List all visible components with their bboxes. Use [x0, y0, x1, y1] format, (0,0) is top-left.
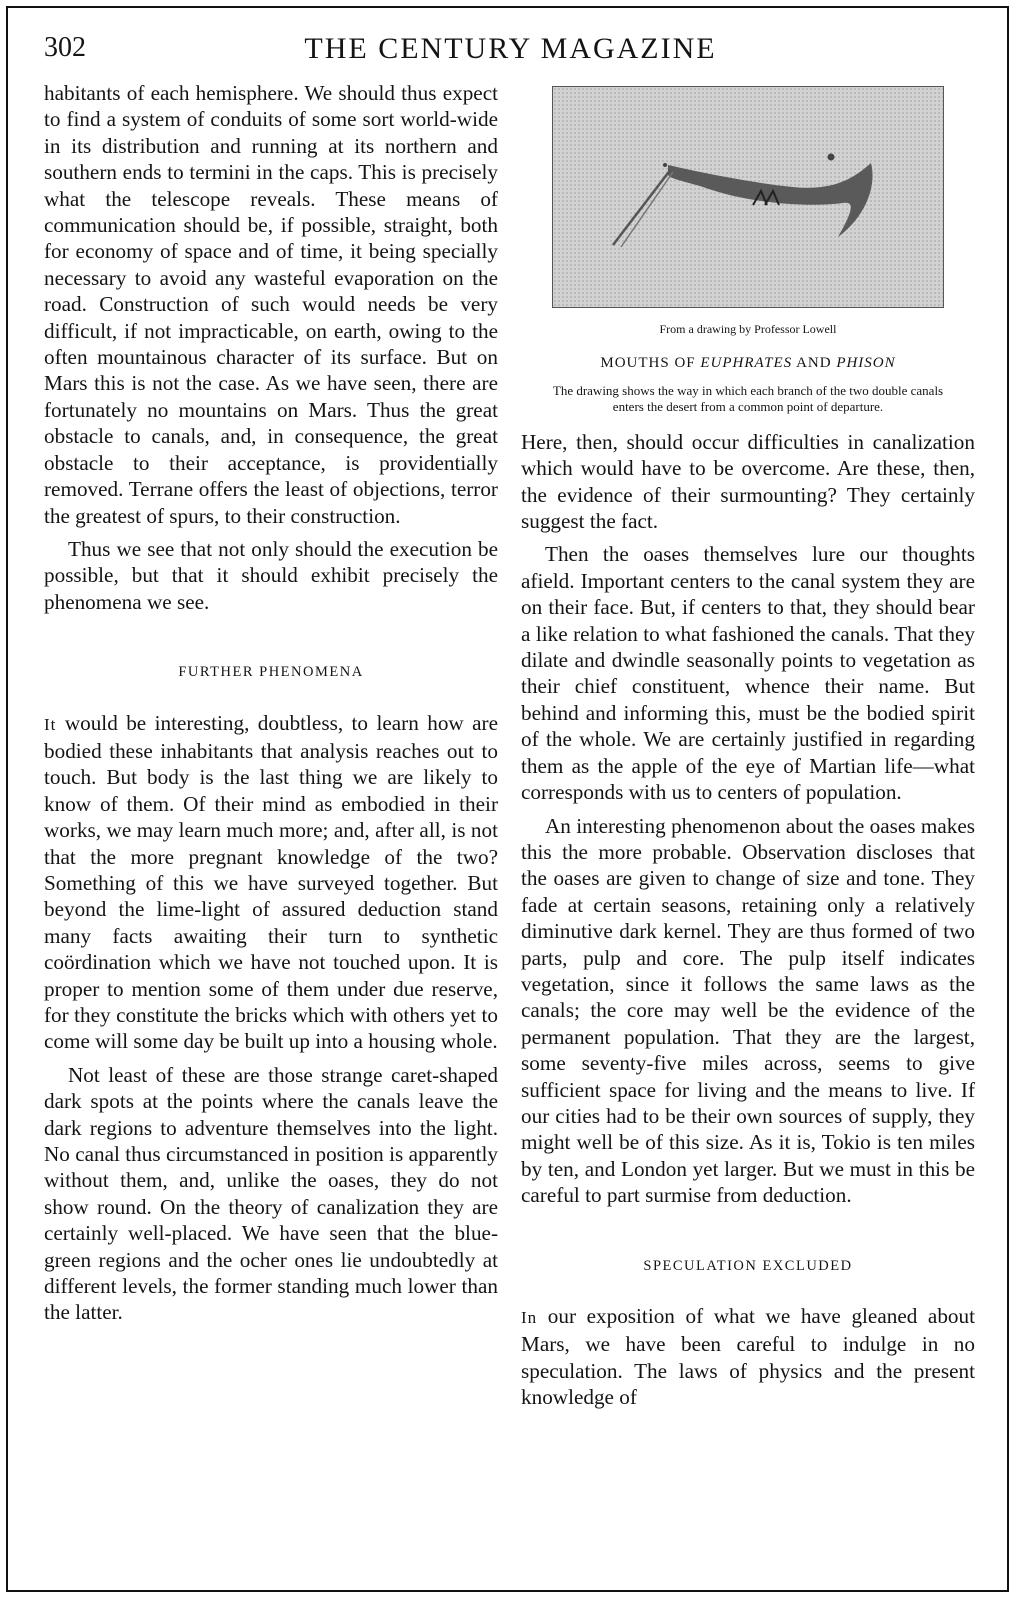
paragraph: Not least of these are those strange caret-shaped dark spots at the points where the canals leave the dark regions to adventure themselves into the light. No canal thus circumstanced in position is apparently without them, and, unlike the oases, they do not show round. On the theory of canalization they are certainly well-placed. We have seen that the blue-green regions and the ocher ones lie undoubtedly at different levels, the former standing much lower than the latter. [44, 1062, 498, 1325]
figure [521, 86, 975, 415]
paragraph: An interesting phenomenon about the oases makes this the more probable. Observation discloses that the oases are given to change of size and tone. They fade at certain seasons, retaining only a relatively diminutive dark kernel. They are thus formed of two parts, pulp and core. The pulp itself indicates vegetation, since it follows the same laws as the canals; the core may well be the evidence of the permanent population. That they are the largest, some seventy-five miles across, seems to give sufficient space for living and the means to live. If our cities had to be their own sources of supply, they might well be of this size. As it is, Tokio is ten miles by ten, and London yet larger. But we must in this be careful to part surmise from deduction. [521, 813, 975, 1208]
figure-title-emphasis: EUPHRATES [700, 355, 793, 372]
figure-caption: The drawing shows the way in which each branch of the two double canals enters the desert from a common point of departure. [552, 382, 944, 414]
figure-title-text: AND [792, 355, 837, 372]
paragraph: habitants of each hemisphere. We should thus expect to find a system of conduits of some sort world-wide in its distribution and running at its northern and southern ends to termini in the caps. This is precisely what the telescope reveals. These means of communication should be, if possible, straight, both for economy of space and of time, it being specially necessary to avoid any wasteful evaporation on the road. Construction of such would needs be very difficult, if not impracticable, on earth, owing to the often mountainous character of its surface. But on Mars this is not the case. As we have seen, there are fortunately no mountains on Mars. Thus the great obstacle to canals, and, in consequence, the great obstacle to their acceptance, is providentially removed. Terrane offers the least of objections, terror the greatest of spurs, to their construction. [44, 81, 498, 528]
right-column-body [521, 429, 975, 1411]
left-column [44, 80, 498, 1326]
paragraph: Thus we see that not only should the execution be possible, but that it should exhibit precisely the phenomena we see. [44, 536, 498, 614]
figure-title-text: MOUTHS OF [600, 355, 701, 372]
paragraph-text: our exposition of what we have gleaned about Mars, we have been careful to indulge in no speculation. The laws of physics and the present knowledge of [521, 1304, 975, 1410]
page-header [44, 32, 977, 72]
paragraph-text: would be interesting, doubtless, to learn how are bodied these inhabitants that analysis reaches out to touch. But body is the last thing we are likely to know of them. Of their mind as embodied in their works, we may learn much more; and, after all, is not that the more pregnant knowledge of the two? Something of this we have surveyed together. But beyond the lime-light of assured deduction stand many facts awaiting their turn to synthetic coördination which we have not touched upon. It is proper to mention some of them under due reserve, for they constitute the bricks which with others yet to come will some day be built up into a housing whole. [44, 710, 498, 1054]
running-head: THE CENTURY MAGAZINE [304, 32, 717, 65]
figure-credit: From a drawing by Professor Lowell [659, 322, 837, 336]
paragraph: Then the oases themselves lure our thoughts afield. Important centers to the canal system they are on their face. But, if centers to that, they should bear a like relation to what fashioned the canals. That they dilate and dwindle seasonally points to vegetation as their chief constituent, whence their name. But behind and informing this, must be the bodied spirit of the whole. We are certainly justified in regarding them as the apple of the eye of Martian life—what corresponds with us to centers of population. [521, 542, 975, 805]
right-column [521, 80, 975, 1411]
canal-drawing-illustration [552, 86, 944, 308]
magazine-page [6, 6, 1009, 1592]
lead-word: In [521, 1308, 538, 1327]
lead-word: It [44, 714, 57, 734]
paragraph: Here, then, should occur difficulties in canalization which would have to be overcome. Are these, then, the evidence of their surmounting? They certainly suggest the fact. [521, 429, 975, 534]
paragraph [521, 1303, 975, 1411]
figure-title [521, 350, 975, 376]
section-heading: FURTHER PHENOMENA [178, 664, 364, 681]
figure-title-emphasis: PHISON [836, 355, 896, 372]
section-heading: SPECULATION EXCLUDED [643, 1257, 853, 1274]
paragraph [44, 710, 498, 1055]
page-number: 302 [44, 32, 86, 63]
